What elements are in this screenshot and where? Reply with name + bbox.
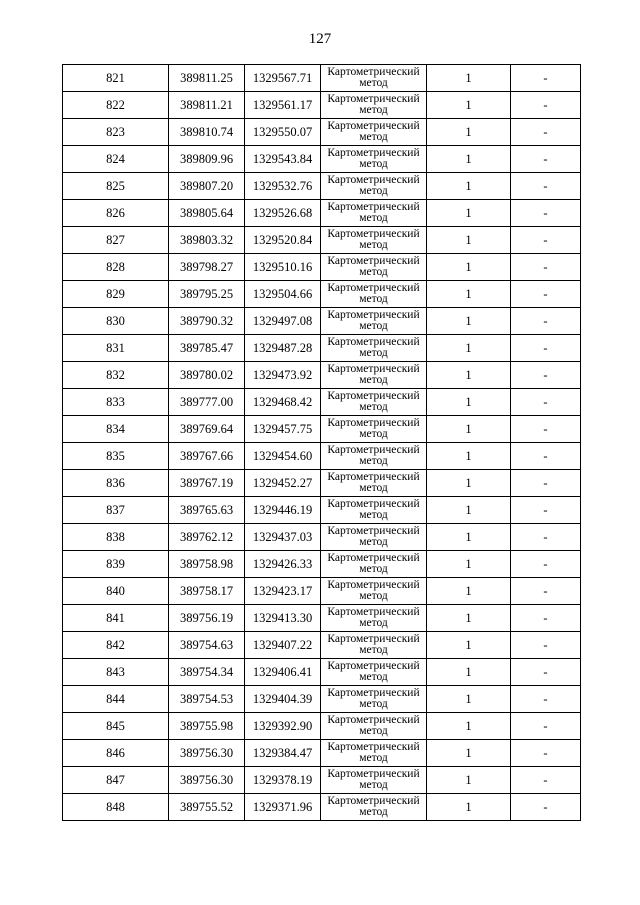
table-row <box>63 254 581 281</box>
y-coordinate-cell: 1329520.84 <box>245 227 321 254</box>
accuracy-cell: 1 <box>427 686 511 713</box>
table-row <box>63 713 581 740</box>
point-number-cell: 835 <box>63 443 169 470</box>
method-cell: Картометрический метод <box>321 740 427 767</box>
accuracy-cell: 1 <box>427 227 511 254</box>
method-cell: Картометрический метод <box>321 767 427 794</box>
note-cell: - <box>511 659 581 686</box>
note-cell: - <box>511 200 581 227</box>
x-coordinate-cell: 389785.47 <box>169 335 245 362</box>
x-coordinate-cell: 389769.64 <box>169 416 245 443</box>
x-coordinate-cell: 389777.00 <box>169 389 245 416</box>
x-coordinate-cell: 389809.96 <box>169 146 245 173</box>
accuracy-cell: 1 <box>427 794 511 821</box>
note-cell: - <box>511 632 581 659</box>
y-coordinate-cell: 1329497.08 <box>245 308 321 335</box>
note-cell: - <box>511 308 581 335</box>
accuracy-cell: 1 <box>427 281 511 308</box>
table-row <box>63 227 581 254</box>
y-coordinate-cell: 1329378.19 <box>245 767 321 794</box>
point-number-cell: 842 <box>63 632 169 659</box>
table-row <box>63 200 581 227</box>
accuracy-cell: 1 <box>427 470 511 497</box>
point-number-cell: 831 <box>63 335 169 362</box>
y-coordinate-cell: 1329426.33 <box>245 551 321 578</box>
method-cell: Картометрический метод <box>321 308 427 335</box>
note-cell: - <box>511 740 581 767</box>
table-row <box>63 551 581 578</box>
point-number-cell: 840 <box>63 578 169 605</box>
accuracy-cell: 1 <box>427 551 511 578</box>
x-coordinate-cell: 389755.52 <box>169 794 245 821</box>
y-coordinate-cell: 1329413.30 <box>245 605 321 632</box>
x-coordinate-cell: 389756.30 <box>169 767 245 794</box>
note-cell: - <box>511 389 581 416</box>
accuracy-cell: 1 <box>427 713 511 740</box>
note-cell: - <box>511 92 581 119</box>
x-coordinate-cell: 389754.34 <box>169 659 245 686</box>
table-row <box>63 686 581 713</box>
method-cell: Картометрический метод <box>321 173 427 200</box>
method-cell: Картометрический метод <box>321 605 427 632</box>
note-cell: - <box>511 497 581 524</box>
accuracy-cell: 1 <box>427 200 511 227</box>
method-cell: Картометрический метод <box>321 416 427 443</box>
y-coordinate-cell: 1329423.17 <box>245 578 321 605</box>
table-row <box>63 389 581 416</box>
x-coordinate-cell: 389767.19 <box>169 470 245 497</box>
y-coordinate-cell: 1329510.16 <box>245 254 321 281</box>
method-cell: Картометрический метод <box>321 335 427 362</box>
note-cell: - <box>511 119 581 146</box>
point-number-cell: 828 <box>63 254 169 281</box>
table-row <box>63 416 581 443</box>
note-cell: - <box>511 713 581 740</box>
y-coordinate-cell: 1329454.60 <box>245 443 321 470</box>
method-cell: Картометрический метод <box>321 470 427 497</box>
x-coordinate-cell: 389811.21 <box>169 92 245 119</box>
x-coordinate-cell: 389805.64 <box>169 200 245 227</box>
method-cell: Картометрический метод <box>321 200 427 227</box>
table-row <box>63 794 581 821</box>
method-cell: Картометрический метод <box>321 632 427 659</box>
table-row <box>63 335 581 362</box>
accuracy-cell: 1 <box>427 173 511 200</box>
point-number-cell: 834 <box>63 416 169 443</box>
note-cell: - <box>511 227 581 254</box>
note-cell: - <box>511 416 581 443</box>
y-coordinate-cell: 1329406.41 <box>245 659 321 686</box>
note-cell: - <box>511 794 581 821</box>
method-cell: Картометрический метод <box>321 497 427 524</box>
accuracy-cell: 1 <box>427 416 511 443</box>
y-coordinate-cell: 1329532.76 <box>245 173 321 200</box>
point-number-cell: 829 <box>63 281 169 308</box>
y-coordinate-cell: 1329543.84 <box>245 146 321 173</box>
x-coordinate-cell: 389758.98 <box>169 551 245 578</box>
x-coordinate-cell: 389756.19 <box>169 605 245 632</box>
y-coordinate-cell: 1329452.27 <box>245 470 321 497</box>
table-row <box>63 470 581 497</box>
point-number-cell: 832 <box>63 362 169 389</box>
y-coordinate-cell: 1329468.42 <box>245 389 321 416</box>
accuracy-cell: 1 <box>427 335 511 362</box>
accuracy-cell: 1 <box>427 632 511 659</box>
point-number-cell: 823 <box>63 119 169 146</box>
x-coordinate-cell: 389765.63 <box>169 497 245 524</box>
accuracy-cell: 1 <box>427 389 511 416</box>
y-coordinate-cell: 1329407.22 <box>245 632 321 659</box>
point-number-cell: 830 <box>63 308 169 335</box>
table-row <box>63 119 581 146</box>
note-cell: - <box>511 551 581 578</box>
accuracy-cell: 1 <box>427 65 511 92</box>
table-row <box>63 146 581 173</box>
x-coordinate-cell: 389807.20 <box>169 173 245 200</box>
method-cell: Картометрический метод <box>321 92 427 119</box>
y-coordinate-cell: 1329437.03 <box>245 524 321 551</box>
x-coordinate-cell: 389762.12 <box>169 524 245 551</box>
point-number-cell: 836 <box>63 470 169 497</box>
note-cell: - <box>511 362 581 389</box>
accuracy-cell: 1 <box>427 578 511 605</box>
method-cell: Картометрический метод <box>321 227 427 254</box>
accuracy-cell: 1 <box>427 362 511 389</box>
note-cell: - <box>511 254 581 281</box>
method-cell: Картометрический метод <box>321 686 427 713</box>
note-cell: - <box>511 470 581 497</box>
x-coordinate-cell: 389767.66 <box>169 443 245 470</box>
point-number-cell: 848 <box>63 794 169 821</box>
x-coordinate-cell: 389803.32 <box>169 227 245 254</box>
accuracy-cell: 1 <box>427 497 511 524</box>
x-coordinate-cell: 389810.74 <box>169 119 245 146</box>
y-coordinate-cell: 1329567.71 <box>245 65 321 92</box>
point-number-cell: 821 <box>63 65 169 92</box>
point-number-cell: 845 <box>63 713 169 740</box>
table-row <box>63 65 581 92</box>
method-cell: Картометрический метод <box>321 659 427 686</box>
y-coordinate-cell: 1329446.19 <box>245 497 321 524</box>
x-coordinate-cell: 389754.63 <box>169 632 245 659</box>
x-coordinate-cell: 389756.30 <box>169 740 245 767</box>
table-row <box>63 659 581 686</box>
accuracy-cell: 1 <box>427 308 511 335</box>
accuracy-cell: 1 <box>427 254 511 281</box>
point-number-cell: 846 <box>63 740 169 767</box>
y-coordinate-cell: 1329561.17 <box>245 92 321 119</box>
note-cell: - <box>511 578 581 605</box>
table-row <box>63 524 581 551</box>
method-cell: Картометрический метод <box>321 281 427 308</box>
method-cell: Картометрический метод <box>321 713 427 740</box>
point-number-cell: 822 <box>63 92 169 119</box>
table-row <box>63 632 581 659</box>
table-row <box>63 443 581 470</box>
point-number-cell: 844 <box>63 686 169 713</box>
point-number-cell: 839 <box>63 551 169 578</box>
x-coordinate-cell: 389780.02 <box>169 362 245 389</box>
method-cell: Картометрический метод <box>321 254 427 281</box>
method-cell: Картометрический метод <box>321 389 427 416</box>
method-cell: Картометрический метод <box>321 119 427 146</box>
point-number-cell: 841 <box>63 605 169 632</box>
coordinates-table <box>62 64 581 821</box>
method-cell: Картометрический метод <box>321 794 427 821</box>
y-coordinate-cell: 1329473.92 <box>245 362 321 389</box>
y-coordinate-cell: 1329392.90 <box>245 713 321 740</box>
y-coordinate-cell: 1329504.66 <box>245 281 321 308</box>
y-coordinate-cell: 1329526.68 <box>245 200 321 227</box>
note-cell: - <box>511 686 581 713</box>
note-cell: - <box>511 524 581 551</box>
table-row <box>63 281 581 308</box>
accuracy-cell: 1 <box>427 92 511 119</box>
method-cell: Картометрический метод <box>321 362 427 389</box>
x-coordinate-cell: 389758.17 <box>169 578 245 605</box>
note-cell: - <box>511 605 581 632</box>
y-coordinate-cell: 1329550.07 <box>245 119 321 146</box>
point-number-cell: 827 <box>63 227 169 254</box>
x-coordinate-cell: 389795.25 <box>169 281 245 308</box>
y-coordinate-cell: 1329384.47 <box>245 740 321 767</box>
point-number-cell: 847 <box>63 767 169 794</box>
accuracy-cell: 1 <box>427 443 511 470</box>
x-coordinate-cell: 389811.25 <box>169 65 245 92</box>
point-number-cell: 838 <box>63 524 169 551</box>
table-row <box>63 767 581 794</box>
method-cell: Картометрический метод <box>321 578 427 605</box>
point-number-cell: 825 <box>63 173 169 200</box>
table-row <box>63 497 581 524</box>
table-row <box>63 605 581 632</box>
table-row <box>63 362 581 389</box>
accuracy-cell: 1 <box>427 119 511 146</box>
table-row <box>63 578 581 605</box>
x-coordinate-cell: 389754.53 <box>169 686 245 713</box>
y-coordinate-cell: 1329371.96 <box>245 794 321 821</box>
note-cell: - <box>511 281 581 308</box>
table-row <box>63 308 581 335</box>
method-cell: Картометрический метод <box>321 146 427 173</box>
x-coordinate-cell: 389790.32 <box>169 308 245 335</box>
y-coordinate-cell: 1329487.28 <box>245 335 321 362</box>
note-cell: - <box>511 443 581 470</box>
page-number: 127 <box>308 31 332 47</box>
point-number-cell: 833 <box>63 389 169 416</box>
accuracy-cell: 1 <box>427 605 511 632</box>
accuracy-cell: 1 <box>427 146 511 173</box>
note-cell: - <box>511 65 581 92</box>
method-cell: Картометрический метод <box>321 443 427 470</box>
note-cell: - <box>511 173 581 200</box>
point-number-cell: 824 <box>63 146 169 173</box>
method-cell: Картометрический метод <box>321 524 427 551</box>
point-number-cell: 837 <box>63 497 169 524</box>
x-coordinate-cell: 389755.98 <box>169 713 245 740</box>
table-row <box>63 173 581 200</box>
point-number-cell: 843 <box>63 659 169 686</box>
method-cell: Картометрический метод <box>321 65 427 92</box>
table-row <box>63 92 581 119</box>
accuracy-cell: 1 <box>427 524 511 551</box>
note-cell: - <box>511 146 581 173</box>
y-coordinate-cell: 1329404.39 <box>245 686 321 713</box>
coordinates-table-body <box>63 65 581 821</box>
x-coordinate-cell: 389798.27 <box>169 254 245 281</box>
table-row <box>63 740 581 767</box>
method-cell: Картометрический метод <box>321 551 427 578</box>
y-coordinate-cell: 1329457.75 <box>245 416 321 443</box>
accuracy-cell: 1 <box>427 767 511 794</box>
note-cell: - <box>511 335 581 362</box>
point-number-cell: 826 <box>63 200 169 227</box>
note-cell: - <box>511 767 581 794</box>
accuracy-cell: 1 <box>427 740 511 767</box>
accuracy-cell: 1 <box>427 659 511 686</box>
